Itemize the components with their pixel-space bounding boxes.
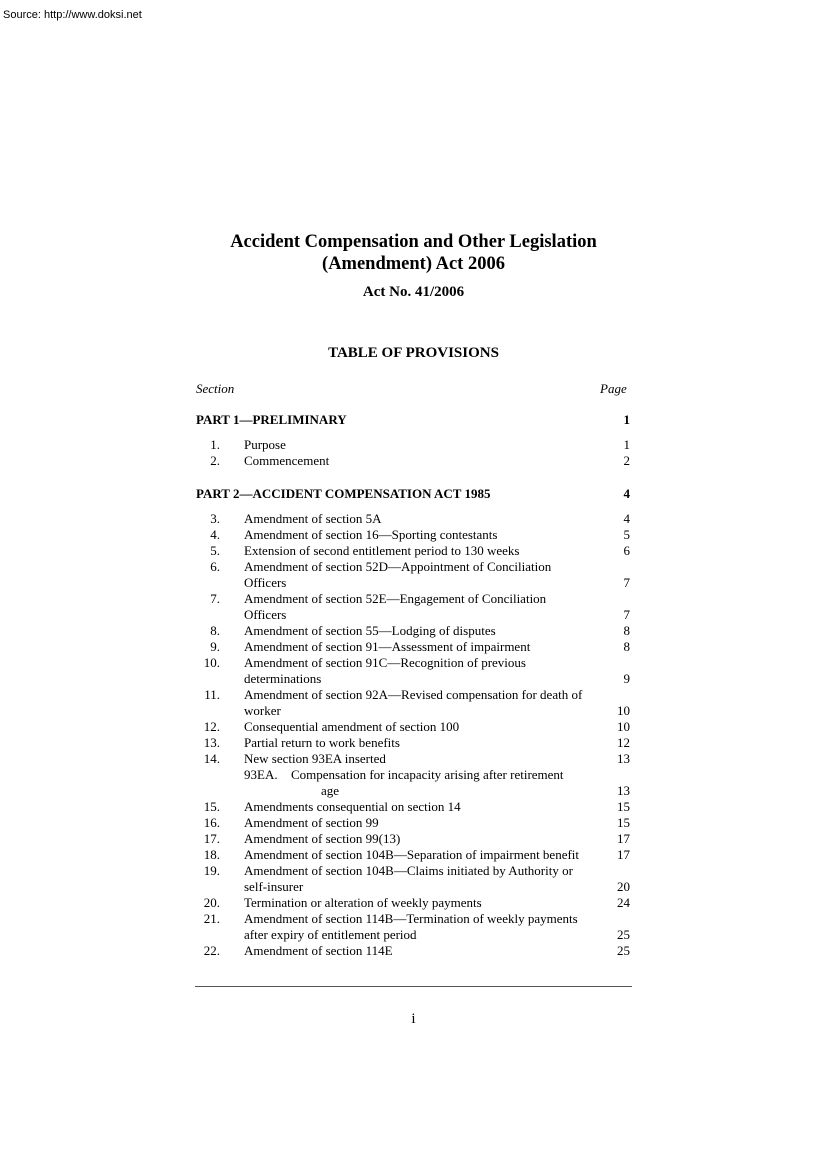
title-line-1: Accident Compensation and Other Legislation bbox=[230, 232, 597, 252]
section-page: 13 bbox=[617, 783, 630, 798]
section-title: Amendment of section 91C—Recognition of previous determinations bbox=[244, 655, 526, 686]
part-page: 4 bbox=[623, 486, 630, 501]
section-title: Commencement bbox=[244, 453, 330, 468]
part-spacer bbox=[196, 428, 630, 437]
section-number: 2. bbox=[210, 453, 220, 468]
section-page: 1 bbox=[623, 437, 630, 452]
section-page: 7 bbox=[623, 575, 630, 590]
section-number: 5. bbox=[210, 543, 220, 558]
section-title: Extension of second entitlement period to 130 weeks bbox=[244, 543, 520, 558]
section-number: 4. bbox=[210, 527, 220, 542]
section-title: Amendment of section 99(13) bbox=[244, 831, 401, 846]
section-page: 2 bbox=[623, 453, 630, 468]
section-number: 16. bbox=[203, 815, 220, 830]
act-number: Act No. 41/2006 bbox=[362, 284, 465, 300]
section-title: Purpose bbox=[244, 437, 286, 452]
toc-entry[interactable] bbox=[196, 687, 630, 719]
section-title: Partial return to work benefits bbox=[244, 735, 400, 750]
part-heading[interactable] bbox=[196, 412, 630, 428]
section-page: 8 bbox=[623, 623, 630, 638]
section-title: New section 93EA inserted bbox=[244, 751, 386, 766]
section-page: 17 bbox=[617, 831, 630, 846]
subsection-number: 93EA. bbox=[244, 767, 278, 782]
toc-entry[interactable] bbox=[196, 735, 630, 751]
toc-entry[interactable] bbox=[196, 453, 630, 469]
section-page: 8 bbox=[623, 639, 630, 654]
subsection-title-line: Compensation for incapacity arising after retirement bbox=[291, 767, 564, 782]
toc-entry[interactable] bbox=[196, 437, 630, 453]
toc-entry[interactable] bbox=[196, 655, 630, 687]
section-page: 6 bbox=[623, 543, 630, 558]
part-spacer bbox=[196, 469, 630, 486]
toc-subentry[interactable] bbox=[196, 767, 630, 799]
section-title: Amendment of section 16—Sporting contestants bbox=[244, 527, 498, 542]
toc-entry[interactable] bbox=[196, 623, 630, 639]
section-title: Termination or alteration of weekly payments bbox=[244, 895, 482, 910]
section-column-header: Section bbox=[196, 381, 235, 396]
section-page: 15 bbox=[617, 799, 630, 814]
section-number: 19. bbox=[203, 863, 220, 878]
section-page: 12 bbox=[617, 735, 630, 750]
section-number: 8. bbox=[210, 623, 220, 638]
toc-entry[interactable] bbox=[196, 511, 630, 527]
section-number: 22. bbox=[203, 943, 220, 958]
section-title: Amendment of section 99 bbox=[244, 815, 379, 830]
toc-entry[interactable] bbox=[196, 943, 630, 959]
section-number: 17. bbox=[203, 831, 220, 846]
footer-page-number: i bbox=[411, 1011, 416, 1027]
toc-entry[interactable] bbox=[196, 719, 630, 735]
part-page: 1 bbox=[623, 412, 630, 427]
toc-entry[interactable] bbox=[196, 751, 630, 767]
title-line-2: (Amendment) Act 2006 bbox=[322, 254, 505, 274]
section-page: 5 bbox=[623, 527, 630, 542]
toc-entry[interactable] bbox=[196, 527, 630, 543]
section-title: Amendment of section 52D—Appointment of Conciliation Officers bbox=[244, 559, 552, 590]
section-title: Consequential amendment of section 100 bbox=[244, 719, 460, 734]
toc-entry[interactable] bbox=[196, 911, 630, 943]
table-heading: TABLE OF PROVISIONS bbox=[328, 345, 499, 361]
section-title: Amendment of section 104B—Claims initiated by Authority or self-insurer bbox=[244, 863, 573, 894]
part-title: PART 2—ACCIDENT COMPENSATION ACT 1985 bbox=[196, 486, 491, 501]
part-title: PART 1—PRELIMINARY bbox=[196, 412, 347, 427]
section-title: Amendment of section 91—Assessment of impairment bbox=[244, 639, 531, 654]
section-page: 9 bbox=[623, 671, 630, 686]
section-number: 3. bbox=[210, 511, 220, 526]
subsection-title bbox=[291, 767, 590, 799]
toc-entry[interactable] bbox=[196, 591, 630, 623]
toc-entry[interactable] bbox=[196, 559, 630, 591]
section-page: 10 bbox=[617, 703, 630, 718]
section-number: 14. bbox=[203, 751, 220, 766]
toc-entry[interactable] bbox=[196, 847, 630, 863]
section-title: Amendment of section 104B—Separation of impairment benefit bbox=[244, 847, 580, 862]
section-number: 12. bbox=[203, 719, 220, 734]
section-number: 10. bbox=[203, 655, 220, 670]
section-page: 20 bbox=[617, 879, 630, 894]
section-page: 25 bbox=[617, 927, 630, 942]
table-of-provisions bbox=[196, 412, 630, 959]
toc-entry[interactable] bbox=[196, 895, 630, 911]
section-number: 11. bbox=[204, 687, 220, 702]
section-page: 25 bbox=[617, 943, 630, 958]
toc-entry[interactable] bbox=[196, 639, 630, 655]
source-label: Source: http://www.doksi.net bbox=[3, 9, 142, 21]
section-page: 7 bbox=[623, 607, 630, 622]
section-title: Amendment of section 5A bbox=[244, 511, 382, 526]
section-title: Amendment of section 114B—Termination of weekly payments after expiry of entitlement period bbox=[244, 911, 578, 942]
section-number: 20. bbox=[203, 895, 220, 910]
section-number: 15. bbox=[203, 799, 220, 814]
section-title: Amendment of section 52E—Engagement of Conciliation Officers bbox=[244, 591, 547, 622]
section-page: 24 bbox=[617, 895, 630, 910]
toc-entry[interactable] bbox=[196, 831, 630, 847]
document-title bbox=[0, 231, 827, 275]
part-spacer bbox=[196, 502, 630, 511]
section-number: 7. bbox=[210, 591, 220, 606]
section-number: 1. bbox=[210, 437, 220, 452]
section-page: 15 bbox=[617, 815, 630, 830]
section-title: Amendment of section 114E bbox=[244, 943, 393, 958]
page-column-header: Page bbox=[600, 381, 627, 396]
subsection-title-continuation: age bbox=[321, 783, 340, 798]
section-title: Amendment of section 92A—Revised compensation for death of worker bbox=[244, 687, 583, 718]
toc-entry[interactable] bbox=[196, 799, 630, 815]
toc-entry[interactable] bbox=[196, 815, 630, 831]
section-number: 18. bbox=[203, 847, 220, 862]
section-number: 21. bbox=[203, 911, 220, 926]
toc-entry[interactable] bbox=[196, 863, 630, 895]
section-page: 17 bbox=[617, 847, 630, 862]
toc-entry[interactable] bbox=[196, 543, 630, 559]
section-number: 6. bbox=[210, 559, 220, 574]
bottom-rule bbox=[195, 986, 632, 987]
section-title: Amendments consequential on section 14 bbox=[244, 799, 461, 814]
section-page: 13 bbox=[617, 751, 630, 766]
section-page: 4 bbox=[623, 511, 630, 526]
part-heading[interactable] bbox=[196, 486, 630, 502]
section-number: 9. bbox=[210, 639, 220, 654]
section-title: Amendment of section 55—Lodging of disputes bbox=[244, 623, 496, 638]
section-number: 13. bbox=[203, 735, 220, 750]
section-page: 10 bbox=[617, 719, 630, 734]
